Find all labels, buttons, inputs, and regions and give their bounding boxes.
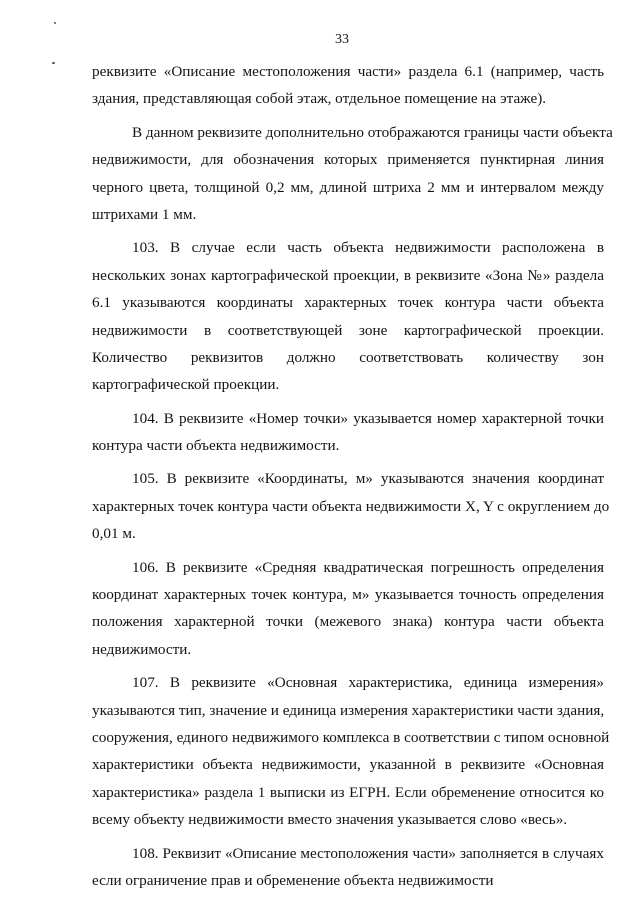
text-line: 103. В случае если часть объекта недвижимости расположена в [132,239,604,257]
text-line: сооружения, единого недвижимого комплекса в соответствии с типом основной [92,728,610,746]
text-line: характеристика» раздела 1 выписки из ЕГРН. Если обременение относится ко [92,783,604,801]
document-body [92,58,613,894]
paragraph [92,669,610,833]
paragraph [92,405,604,460]
text-line: реквизите «Описание местоположения части» раздела 6.1 (например, часть [92,63,604,80]
text-line: 107. В реквизите «Основная характеристика, единица измерения» [132,674,604,692]
page-number: 33 [335,32,349,47]
text-line: характерных точек контура части объекта недвижимости X, Y с округлением до [92,497,610,515]
paragraph [92,234,604,398]
text-line: 6.1 указываются координаты характерных точек контура части объекта [92,294,604,312]
text-line: 0,01 м. [92,525,136,543]
paragraph [92,119,613,229]
scan-speck-mark [52,62,55,64]
text-line: черного цвета, толщиной 0,2 мм, длиной штриха 2 мм и интервалом между [92,178,604,196]
paragraph [92,840,604,895]
text-line: 106. В реквизите «Средняя квадратическая погрешность определения [132,558,604,576]
scan-speck-mark [54,22,56,24]
text-line: недвижимости в соответствующей зоне картографической проекции. [92,321,604,339]
text-line: 105. В реквизите «Координаты, м» указываются значения координат [132,470,604,488]
text-line: контура части объекта недвижимости. [92,437,340,455]
text-line: положения характерной точки (межевого знака) контура части объекта [92,613,604,631]
text-line: 104. В реквизите «Номер точки» указывается номер характерной точки [132,409,604,427]
text-line: недвижимости, для обозначения которых применяется пунктирная линия [92,151,604,169]
text-line: характеристики объекта недвижимости, указанной в реквизите «Основная [92,756,604,774]
text-line: картографической проекции. [92,376,280,394]
text-line: В данном реквизите дополнительно отображаются границы части объекта [132,123,613,141]
paragraph [92,554,604,664]
text-line: координат характерных точек контура, м» указывается точность определения [92,586,604,604]
text-line: 108. Реквизит «Описание местоположения части» заполняется в случаях [132,844,604,862]
text-line: недвижимости. [92,640,192,658]
text-line: штрихами 1 мм. [92,205,197,223]
text-line: Количество реквизитов должно соответствовать количеству зон [92,348,604,366]
text-line: нескольких зонах картографической проекции, в реквизите «Зона №» раздела [92,266,604,284]
text-line: здания, представляющая собой этаж, отдельное помещение на этаже). [92,90,547,108]
text-line: если ограничение прав и обременение объекта недвижимости [92,871,494,889]
text-line: указываются тип, значение и единица измерения характеристики части здания, [92,701,605,719]
text-line: всему объекту недвижимости вместо значения указывается слово «весь». [92,811,568,829]
paragraph [92,465,610,547]
paragraph [92,58,604,113]
